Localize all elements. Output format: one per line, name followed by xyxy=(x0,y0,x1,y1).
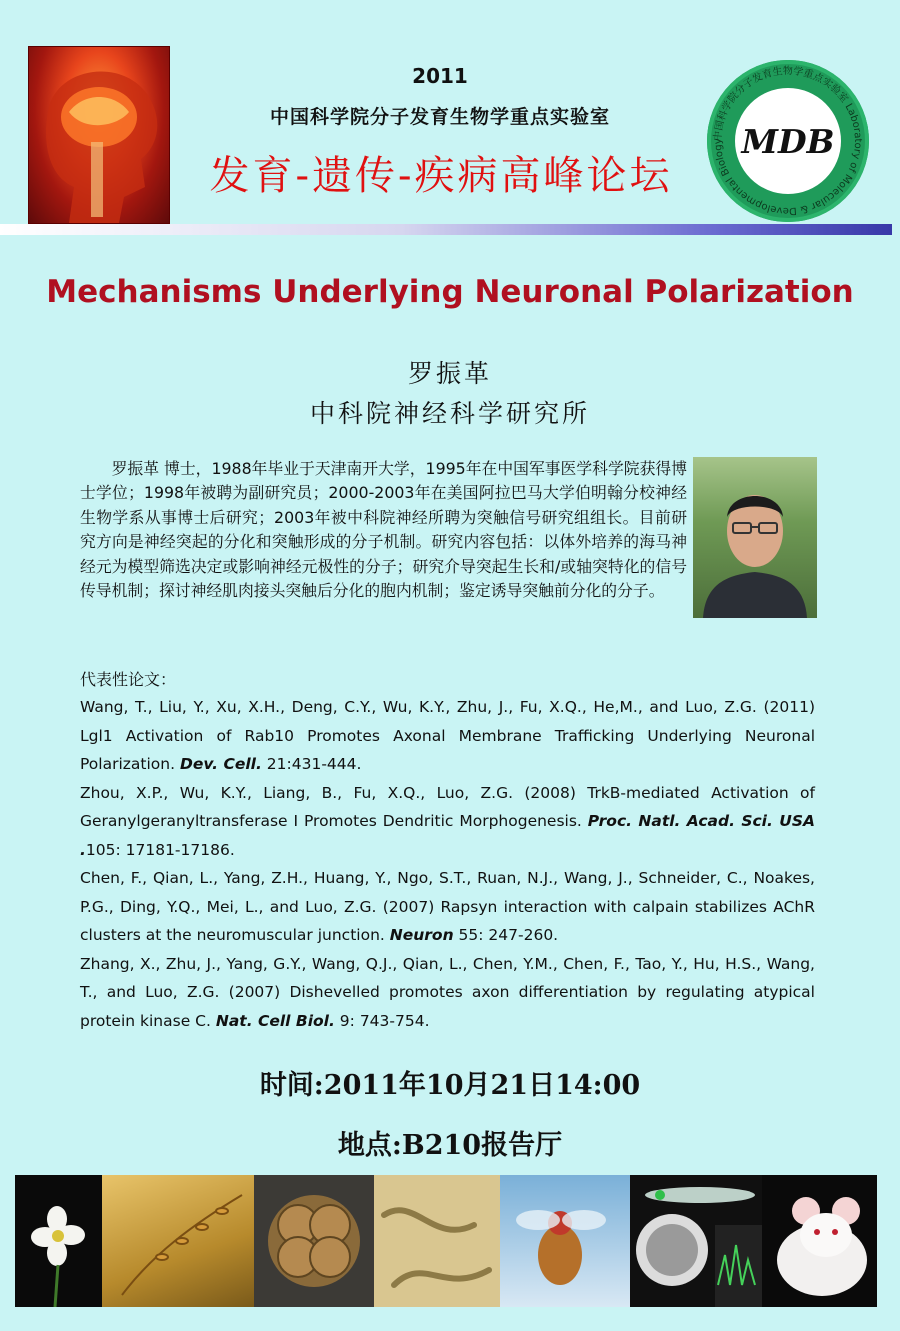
lab-name: 中国科学院分子发育生物学重点实验室 xyxy=(269,106,610,128)
event-time: 时间:2011年10月21日14:00 xyxy=(259,1070,641,1101)
nematode-worms-image xyxy=(374,1175,500,1307)
zebrafish-and-neuron-image xyxy=(630,1175,762,1307)
publication-entry: Chen, F., Qian, L., Yang, Z.H., Huang, Y., Ngo, S.T., Ruan, N.J., Wang, J., Schneider, C., Noakes, P.G., Ding, Y.Q., Mei, L., and Luo, Z.G. (2007) Rapsyn interaction with calpain stabilizes AChR clusters at the neuromuscular junction. Neuron 55: 247-260. xyxy=(80,869,815,944)
speaker-institute: 中科院神经科学研究所 xyxy=(309,399,590,428)
event-year: 2011 xyxy=(412,64,468,88)
white-mouse-image xyxy=(762,1175,877,1307)
model-organism-strip xyxy=(15,1175,877,1307)
speaker-photo xyxy=(693,457,817,618)
rice-plant-image xyxy=(102,1175,254,1307)
fruit-fly-image xyxy=(500,1175,630,1307)
brain-illustration xyxy=(28,46,170,224)
publications-list xyxy=(80,693,815,1035)
publication-entry: Zhang, X., Zhu, J., Yang, G.Y., Wang, Q.J., Qian, L., Chen, Y.M., Chen, F., Tao, Y., Hu, H.S., Wang, T., and Luo, Z.G. (2007) Dishevelled promotes axon differentiation by regulating atypical protein kinase C. Nat. Cell Biol. 9: 743-754. xyxy=(80,954,815,1030)
publication-entry: Wang, T., Liu, Y., Xu, X.H., Deng, C.Y., Wu, K.Y., Zhu, J., Fu, X.Q., He,M., and Luo, Z.G. (2011) Lgl1 Activation of Rab10 Promotes Axonal Membrane Trafficking Underlying Neuronal Polarization. Dev. Cell. 21:431-444. xyxy=(80,698,815,773)
talk-title: Mechanisms Underlying Neuronal Polarization xyxy=(46,274,854,310)
arabidopsis-flower-image xyxy=(15,1175,102,1307)
header-divider xyxy=(0,224,892,235)
embryo-cells-image xyxy=(254,1175,374,1307)
mdb-logo xyxy=(707,60,869,222)
speaker-bio xyxy=(80,457,687,603)
publication-entry: Zhou, X.P., Wu, K.Y., Liang, B., Fu, X.Q., Luo, Z.G. (2008) TrkB-mediated Activation of Geranylgeranyltransferase I Promotes Dendritic Morphogenesis. Proc. Natl. Acad. Sci. USA .105: 17181-17186. xyxy=(80,783,816,859)
publications-heading: 代表性论文： xyxy=(80,670,177,689)
logo-ring-text: 中国科学院分子发育生物学重点实验室 Laboratory of Molecular & Developmental Biology xyxy=(712,65,864,217)
speaker-name: 罗振革 xyxy=(407,359,492,388)
bio-text: 罗振革 博士，1988年毕业于天津南开大学，1995年在中国军事医学科学院获得博士学位；1998年被聘为副研究员；2000-2003年在美国阿拉巴马大学伯明翰分校神经生物学系从事博士后研究；2003年被中科院神经所聘为突触信号研究组组长。目前研究方向是神经突起的分化和突触形成的分子机制。研究内容包括：以体外培养的海马神经元为模型筛选决定或影响神经元极性的分子；研究介导突起生长和/或轴突特化的信号传导机制；探讨神经肌肉接头突触后分化的胞内机制；鉴定诱导突触前分化的分子。 xyxy=(80,459,687,601)
forum-title: 发育-遗传-疾病高峰论坛 xyxy=(209,153,673,199)
logo-text: MDB xyxy=(735,88,841,194)
event-place: 地点:B210报告厅 xyxy=(337,1130,563,1161)
